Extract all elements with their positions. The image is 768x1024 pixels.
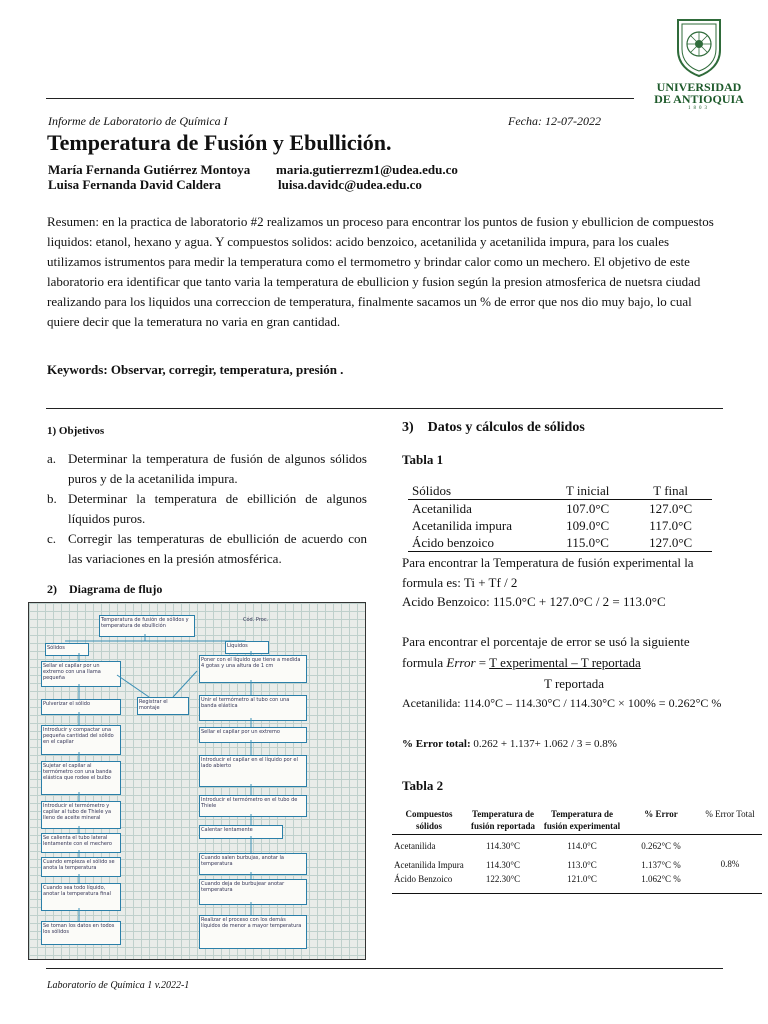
tabla1-header: T final — [653, 482, 689, 498]
table-cell: 122.30°C — [485, 874, 521, 884]
table-cell: 115.0°C — [566, 534, 609, 550]
abstract: Resumen: en la practica de laboratorio #2 realizamos un proceso para encontrar los puntos de fusion y ebullicion de compuestos liquidos: etanol, hexano y agua. Y compuestos solidos: acido benzoico, acetanilida y acetanilida impura, para los cuales utilizamos istrumentos para medir la temperatura como el termometro y brindar calor como un mechero. El objetivo de este laboratorio era identificar que tanto varia la temperatura de ebullicion y fusion según la presion atmosferica de nuetsra ciudad realizando para los liquidos una correccion de temperatura, finalmente sacamos un % de error que nos dio muy bajo, lo cual quiere decir que la temeratura no varia en gran cantidad. — [47, 214, 714, 329]
flow-box-l7: Cuando empieza el sólido se anota la temperatura — [41, 857, 121, 877]
flow-topright-note: Cód. Proc. — [243, 617, 269, 623]
objective-a — [47, 449, 367, 489]
table-row — [408, 534, 712, 552]
table-cell: 121.0°C — [567, 874, 597, 884]
table-cell: 1.062°C % — [641, 874, 681, 884]
table-row — [392, 835, 762, 854]
logo-line3: 1803 — [688, 106, 710, 111]
objective-text: Determinar la temperatura de fusión de algunos sólidos puros y de la acetanilida impura. — [68, 451, 367, 486]
table-cell: Acetanilida Impura — [394, 860, 464, 870]
flow-box-liquidos: Líquidos — [225, 641, 269, 654]
flow-box-r7: Cuando salen burbujas, anotar la temperatura — [199, 853, 307, 875]
flow-box-r6: Calentar lentamente — [199, 825, 283, 839]
table-cell: 117.0°C — [649, 517, 692, 533]
error-total-value: 0.262 + 1.137+ 1.062 / 3 = 0.8% — [470, 738, 617, 750]
flow-box-r9: Realizar el proceso con los demás líquidos de menor a mayor temperatura — [199, 915, 307, 949]
flow-box-l1: Sellar el capilar por un extremo con una llama pequeña — [41, 661, 121, 687]
formula-error-word: Error — [446, 655, 476, 670]
flow-box-center: Registrar el montaje — [137, 697, 189, 715]
tabla2-header: Temperatura de fusión reportada — [470, 809, 536, 831]
flow-box-l6: Se calienta el tubo lateral lentamente con el mechero — [41, 833, 121, 853]
tabla2-title: Tabla 2 — [402, 778, 444, 793]
keywords: Keywords: Observar, corregir, temperatura, presión . — [47, 362, 344, 377]
table-row — [408, 517, 712, 534]
flow-diagram-photo — [28, 602, 366, 960]
tabla2 — [392, 806, 762, 894]
error-total-label: % Error total: — [402, 738, 471, 750]
flow-box-l2: Pulverizar el sólido — [41, 699, 121, 715]
table-cell-total: 0.8% — [720, 859, 740, 869]
objective-text: Determinar la temperatura de ebillición de algunos líquidos puros. — [68, 491, 367, 526]
tabla2-header: % Error — [644, 809, 678, 819]
footer-text: Laboratorio de Química 1 v.2022-1 — [47, 980, 190, 991]
flow-box-r3: Sellar el capilar por un extremo — [199, 727, 307, 743]
section-rule — [46, 408, 723, 409]
table-cell: 114.0°C — [567, 841, 597, 851]
objective-marker: b. — [47, 491, 57, 506]
flow-box-l8: Cuando sea todo líquido, anotar la temperatura final — [41, 883, 121, 911]
tabla1-header: T inicial — [565, 482, 610, 498]
table-cell: Ácido Benzoico — [394, 874, 453, 884]
university-logo — [640, 14, 758, 114]
formula-denominator: T reportada — [544, 676, 605, 691]
table-cell: Acetanilida impura — [412, 517, 512, 533]
logo-line1: UNIVERSIDAD — [656, 80, 742, 94]
formula-equals: = — [478, 655, 487, 670]
tabla2-header: Compuestos sólidos — [405, 809, 453, 831]
flow-connectors — [29, 603, 365, 959]
objective-b — [47, 489, 367, 529]
objective-c — [47, 529, 367, 569]
flow-box-r4: Introducir el capilar en el líquido por el lado abierto — [199, 755, 307, 787]
flow-box-solidos: Sólidos — [45, 643, 89, 656]
flow-box-r1: Poner con el líquido que tiene a medida 4 gotas y una altura de 1 cm — [199, 655, 307, 683]
flow-box-r8: Cuando deja de burbujear anotar temperatura — [199, 879, 307, 905]
flow-heading: 2) Diagrama de flujo — [47, 582, 163, 596]
table-cell: 109.0°C — [566, 517, 610, 533]
table-cell: 107.0°C — [566, 500, 610, 516]
header-rule — [46, 98, 634, 99]
formula-numerator: T experimental – T reportada — [489, 655, 641, 670]
tabla2-header: Temperatura de fusión experimental — [543, 809, 621, 831]
flow-box-r2: Unir el termómetro al tubo con una banda elástica — [199, 695, 307, 721]
paragraph-error-intro: Para encontrar el porcentaje de error se usó la siguiente — [402, 634, 690, 649]
flow-box-l3: Introducir y compactar una pequeña cantidad del sólido en el capilar — [41, 725, 121, 755]
author-name-2: Luisa Fernanda David Caldera — [48, 177, 221, 192]
table-cell: 1.137°C % — [641, 860, 681, 870]
course-label: Informe de Laboratorio de Química I — [48, 114, 228, 128]
table-cell: 114.30°C — [485, 841, 521, 851]
error-total — [402, 738, 617, 750]
objectives-heading: 1) Objetivos — [47, 425, 105, 437]
table-cell: Acetanilida — [394, 841, 436, 851]
flow-box-l4: Sujetar el capilar al termómetro con una banda elástica que rodee el bulbo — [41, 761, 121, 795]
footer-rule — [46, 968, 723, 969]
table-cell: Ácido benzoico — [412, 534, 494, 550]
objective-text: Corregir las temperaturas de ebullición de acuerdo con las variaciones en la presión atmosférica. — [68, 531, 367, 566]
university-seal-icon — [668, 16, 730, 78]
table-cell: 113.0°C — [567, 860, 597, 870]
formula-prefix: formula — [402, 655, 444, 670]
flow-box-l9: Se toman los datos en todos los sólidos — [41, 921, 121, 945]
table-cell: 114.30°C — [485, 860, 521, 870]
logo-line2: DE ANTIOQUIA — [654, 92, 744, 106]
table-cell: 127.0°C — [649, 500, 693, 516]
objective-marker: a. — [47, 451, 57, 466]
tabla1 — [408, 482, 712, 552]
error-formula — [402, 655, 641, 671]
paragraph-formula: Para encontrar la Temperatura de fusión experimental la formula es: Ti + Tf / 2 — [402, 555, 694, 590]
flow-box-l5: Introducir el termómetro y capilar al tubo de Thiele ya lleno de aceite mineral — [41, 801, 121, 829]
paragraph-acetanilida: Acetanilida: 114.0°C – 114.30°C / 114.30°C × 100% = 0.262°C % — [402, 696, 722, 710]
tabla1-title: Tabla 1 — [402, 452, 444, 467]
flow-box-r5: Introducir el termómetro en el tubo de Thiele — [199, 795, 307, 817]
section3-heading: 3) Datos y cálculos de sólidos — [402, 420, 585, 435]
page-title: Temperatura de Fusión y Ebullición. — [47, 130, 392, 155]
author-email-1[interactable]: maria.gutierrezm1@udea.edu.co — [276, 162, 458, 177]
table-row — [408, 500, 712, 518]
tabla1-header: Sólidos — [412, 482, 452, 498]
objectives-list — [47, 449, 367, 569]
paragraph-benzoico: Acido Benzoico: 115.0°C + 127.0°C / 2 = 113.0°C — [402, 594, 666, 609]
flow-box-top: Temperatura de fusión de sólidos y temperatura de ebullición — [99, 615, 195, 637]
report-date: Fecha: 12-07-2022 — [508, 114, 601, 128]
table-cell: Acetanilida — [412, 500, 472, 516]
author-name-1: María Fernanda Gutiérrez Montoya — [48, 162, 251, 177]
table-cell: 0.262°C % — [641, 841, 681, 851]
author-email-2[interactable]: luisa.davidc@udea.edu.co — [278, 177, 422, 192]
table-cell: 127.0°C — [649, 534, 693, 550]
objective-marker: c. — [47, 531, 57, 546]
tabla2-header: % Error Total — [705, 809, 755, 819]
